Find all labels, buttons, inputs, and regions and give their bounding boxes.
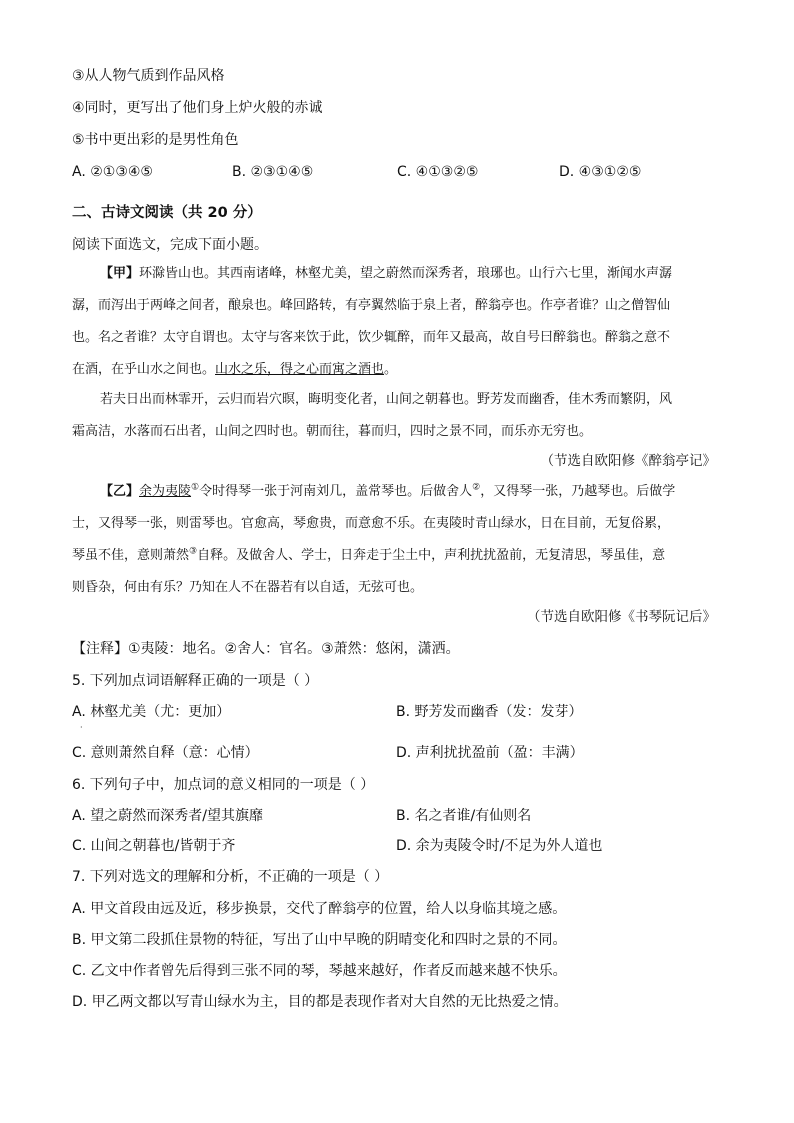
- sequence-option-b: B. ②③①④⑤: [232, 164, 314, 180]
- passage-yi: [72, 476, 718, 604]
- passage-jia-line: 霜高洁，水落而石出者，山间之四时也。朝而往，暮而归，四时之景不同，而乐亦无穷也。: [72, 424, 593, 439]
- footnote-mark-3: ③: [189, 546, 198, 557]
- passage-yi-text: ，又得琴一张，乃越琴也。后做学: [480, 484, 676, 499]
- sequence-item-3: ③从人物气质到作品风格: [72, 68, 225, 84]
- passage-jia-paragraph-2: [72, 384, 718, 448]
- passage-jia-line: 环滁皆山也。其西南诸峰，林壑尤美，望之蔚然而深秀者，琅琊也。山行六七里，渐闻水声潺: [139, 266, 673, 281]
- passage-yi-text: 自释。及做舍人、学士，日奔走于尘土中，声利扰扰盈前，无复清思，琴虽佳，意: [197, 548, 666, 563]
- question-6-option-b: B. 名之者谁/有仙则名: [396, 808, 532, 824]
- sequence-item-4: ④同时，更写出了他们身上炉火般的赤诚: [72, 100, 323, 116]
- annotation-text: ①夷陵：地名。②舍人：官名。③萧然：悠闲，潇洒。: [128, 641, 460, 657]
- footnote-mark-2: ②: [472, 482, 481, 493]
- sequence-option-a: A. ②①③④⑤: [72, 164, 153, 180]
- passage-jia-line: 若夫日出而林霏开，云归而岩穴暝，晦明变化者，山间之朝暮也。野芳发而幽香，佳木秀而繁阴，风: [100, 392, 673, 407]
- section-title: 二、古诗文阅读（共 20 分）: [72, 205, 262, 221]
- passage-yi-text: 琴虽不佳，意则萧然: [72, 548, 190, 563]
- question-7-option-c: C. 乙文中作者曾先后得到三张不同的琴，琴越来越好，作者反而越来越不快乐。: [72, 963, 567, 979]
- sequence-option-c: C. ④①③②⑤: [397, 164, 479, 180]
- passage-jia-punct: 。: [384, 362, 398, 377]
- passage-jia-line: 也。名之者谁？太守自谓也。太守与客来饮于此，饮少辄醉，而年又最高，故自号曰醉翁也。醉翁之意不: [72, 330, 671, 345]
- passage-yi-line: 则昏杂，何由有乐？乃知在人不在器若有以自适，无弦可也。: [72, 580, 424, 595]
- question-6-option-a: A. 望之蔚然而深秀者/望其旗靡: [72, 808, 263, 824]
- question-5-option-d: D. 声利扰扰盈前（盈：丰满）: [396, 745, 584, 761]
- question-6-option-d: D. 余为夷陵令时/不足为外人道也: [396, 838, 603, 854]
- passage-yi-source: （节选自欧阳修《书琴阮记后》: [527, 609, 716, 625]
- passage-jia-line: 在酒，在乎山水之间也。: [72, 362, 216, 377]
- question-7-stem: 7. 下列对选文的理解和分析，不正确的一项是（ ）: [72, 869, 389, 885]
- footnote-mark-1: ①: [191, 482, 200, 493]
- passage-jia-source: （节选自欧阳修《醉翁亭记》: [540, 453, 716, 469]
- passage-jia-line: 潺，而泻出于两峰之间者，酿泉也。峰回路转，有亭翼然临于泉上者，醉翁亭也。作亭者谁？山之僧智仙: [72, 298, 671, 313]
- question-5-option-b: B. 野芳发而幽香（发：发芽）: [396, 704, 583, 720]
- section-instruction: 阅读下面选文，完成下面小题。: [72, 237, 268, 253]
- underlined-sentence: 山水之乐，得之心而寓之酒也: [215, 362, 385, 377]
- annotation-note: [72, 639, 460, 659]
- emphasis-dot: ·: [80, 723, 83, 732]
- passage-yi-text: 令时得琴一张于河南刘几，盖常琴也。后做舍人: [199, 484, 473, 499]
- question-5-option-a: A. 林壑尤美（尤：更加）: [72, 704, 231, 720]
- passage-yi-line: 士，又得琴一张，则雷琴也。官愈高，琴愈贵，而意愈不乐。在夷陵时青山绿水，日在目前，无复俗累，: [72, 516, 671, 531]
- question-5-option-c: C. 意则萧然自释（意：心情）: [72, 745, 259, 761]
- annotation-label: 【注释】: [72, 641, 128, 657]
- sequence-item-5: ⑤书中更出彩的是男性角色: [72, 132, 239, 148]
- question-7-option-a: A. 甲文首段由远及近，移步换景，交代了醉翁亭的位置，给人以身临其境之感。: [72, 901, 567, 917]
- underlined-phrase: 余为夷陵: [139, 484, 192, 499]
- sequence-option-d: D. ④③①②⑤: [559, 164, 642, 180]
- question-7-option-b: B. 甲文第二段抓住景物的特征，写出了山中早晚的阴晴变化和四时之景的不同。: [72, 932, 567, 948]
- question-7-option-d: D. 甲乙两文都以写青山绿水为主，目的都是表现作者对大自然的无比热爱之情。: [72, 994, 568, 1010]
- passage-jia-paragraph-1: [72, 258, 718, 386]
- question-6-option-c: C. 山间之朝暮也/皆朝于齐: [72, 838, 236, 854]
- question-5-stem: 5. 下列加点词语解释正确的一项是（ ）: [72, 673, 319, 689]
- passage-jia-label: 【甲】: [100, 266, 140, 281]
- passage-yi-label: 【乙】: [100, 484, 140, 499]
- question-6-stem: 6. 下列句子中，加点词的意义相同的一项是（ ）: [72, 777, 375, 793]
